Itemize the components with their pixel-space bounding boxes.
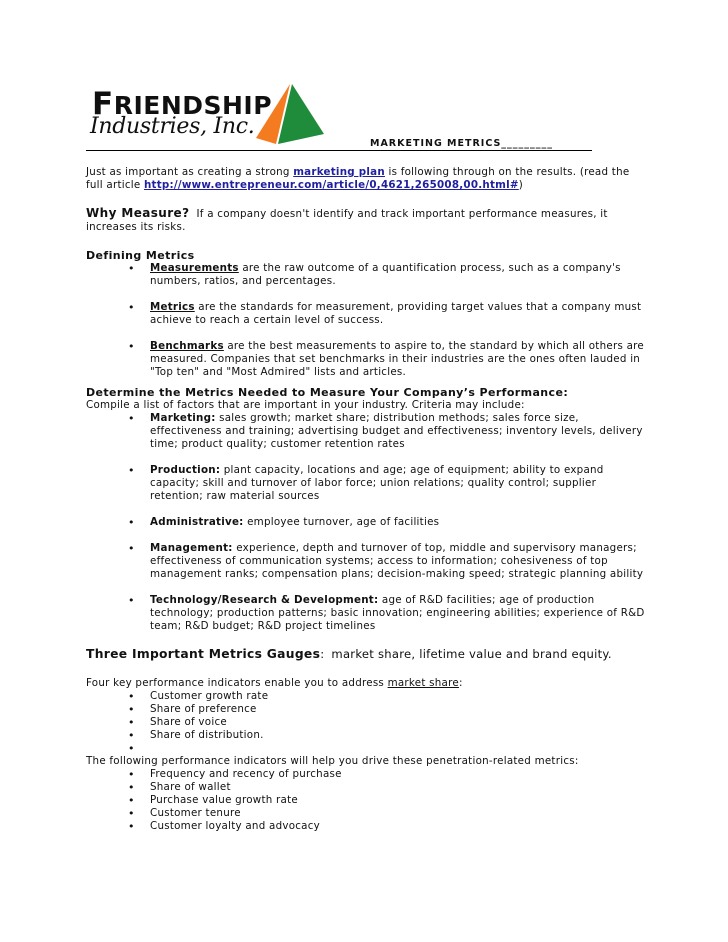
list-item-text: sales growth; market share; distribution methods; sales force size, effectiveness and training; advertising budget and effectiveness; inventory levels, delivery time; product quality; customer retention rates — [150, 412, 643, 450]
list-item — [86, 464, 646, 503]
intro-paragraph — [86, 166, 646, 192]
gauges-paragraph — [86, 648, 646, 662]
penetration-intro: The following performance indicators will help you drive these penetration-related metrics: — [86, 755, 579, 767]
pyramid-logo-icon — [252, 82, 330, 146]
list-item-text: age of R&D facilities; age of production technology; production patterns; basic innovation; engineering abilities; experience of R&D team; R&D budget; R&D project timelines — [150, 594, 645, 632]
list-item-text: are the standards for measurement, providing target values that a company must achieve to reach a certain level of success. — [150, 301, 642, 326]
intro-text-middle: is following through on the results. (read the full article — [86, 166, 630, 191]
list-item-text: employee turnover, age of facilities — [243, 516, 440, 528]
market-share-colon: : — [458, 677, 463, 689]
market-share-intro-text: Four key performance indicators enable you to address — [86, 677, 388, 689]
intro-text-end: ) — [518, 179, 524, 191]
term-administrative: Administrative: — [150, 516, 244, 528]
list-item — [86, 262, 646, 288]
penetration-list — [86, 768, 646, 833]
why-measure-text: If a company doesn't identify and track important performance measures, it increases its risks. — [86, 208, 608, 233]
determine-metrics-heading: Determine the Metrics Needed to Measure Your Company’s Performance: — [86, 386, 569, 399]
market-share-term: market share — [387, 677, 459, 689]
list-item: • Customer growth rate — [86, 690, 646, 703]
list-item: • Frequency and recency of purchase — [86, 768, 646, 781]
gauges-heading: Three Important Metrics Gauges — [86, 647, 321, 661]
term-measurements: Measurements — [150, 262, 239, 274]
list-item: • Share of wallet — [86, 781, 646, 794]
list-item-text: are the best measurements to aspire to, the standard by which all others are measured. Companies that set benchmarks in their industries are the ones often lauded in "Top ten" and "Most Admired" lists and articles. — [150, 340, 644, 378]
term-production: Production: — [150, 464, 221, 476]
header-divider — [86, 150, 592, 151]
logo-rest: RIENDSHIP — [113, 91, 273, 120]
intro-text-start: Just as important as creating a strong — [86, 166, 294, 178]
marketing-plan-link[interactable]: marketing plan — [293, 166, 385, 178]
list-item: • Share of distribution. — [86, 729, 646, 742]
list-item-text: experience, depth and turnover of top, middle and supervisory managers; effectiveness of communication systems; access to information; cohesiveness of top management ranks; compensation plans; decision-making speed; strategic planning ability — [150, 542, 644, 580]
list-item — [86, 412, 646, 451]
list-item — [86, 594, 646, 633]
market-share-list — [86, 690, 646, 755]
article-url-link[interactable]: http://www.entrepreneur.com/article/0,4621,265008,00.html# — [143, 179, 519, 191]
gauges-colon: : — [320, 647, 325, 661]
list-item: • Customer tenure — [86, 807, 646, 820]
term-management: Management: — [150, 542, 233, 554]
list-item — [86, 516, 646, 529]
gauges-text: market share, lifetime value and brand equity. — [331, 647, 612, 661]
why-measure-heading: Why Measure? — [86, 206, 190, 220]
list-item: • Customer loyalty and advocacy — [86, 820, 646, 833]
criteria-list — [86, 412, 646, 633]
list-item: • Share of voice — [86, 716, 646, 729]
term-technology: Technology/Research & Development: — [150, 594, 379, 606]
document-title: MARKETING METRICS_________ — [370, 138, 554, 149]
logo-subtitle: Industries, Inc. — [90, 114, 255, 139]
defining-metrics-list — [86, 262, 646, 379]
list-item-text: are the raw outcome of a quantification process, such as a company's numbers, ratios, and percentages. — [150, 262, 621, 287]
list-item: • Share of preference — [86, 703, 646, 716]
logo-first-letter: F — [92, 86, 114, 122]
document-body — [86, 166, 646, 833]
list-item — [86, 542, 646, 581]
list-item — [86, 340, 646, 379]
empty-list-item — [86, 742, 646, 755]
determine-intro: Compile a list of factors that are important in your industry. Criteria may include: — [86, 399, 525, 411]
market-share-intro — [86, 677, 646, 690]
defining-metrics-heading: Defining Metrics — [86, 249, 195, 262]
list-item — [86, 301, 646, 327]
document-header — [86, 82, 596, 154]
term-marketing: Marketing: — [150, 412, 216, 424]
why-measure-paragraph — [86, 207, 646, 234]
list-item: • Purchase value growth rate — [86, 794, 646, 807]
term-benchmarks: Benchmarks — [150, 340, 224, 352]
term-metrics: Metrics — [150, 301, 195, 313]
list-item-text: plant capacity, locations and age; age of equipment; ability to expand capacity; skill and turnover of labor force; union relations; quality control; supplier retention; raw material sources — [150, 464, 604, 502]
